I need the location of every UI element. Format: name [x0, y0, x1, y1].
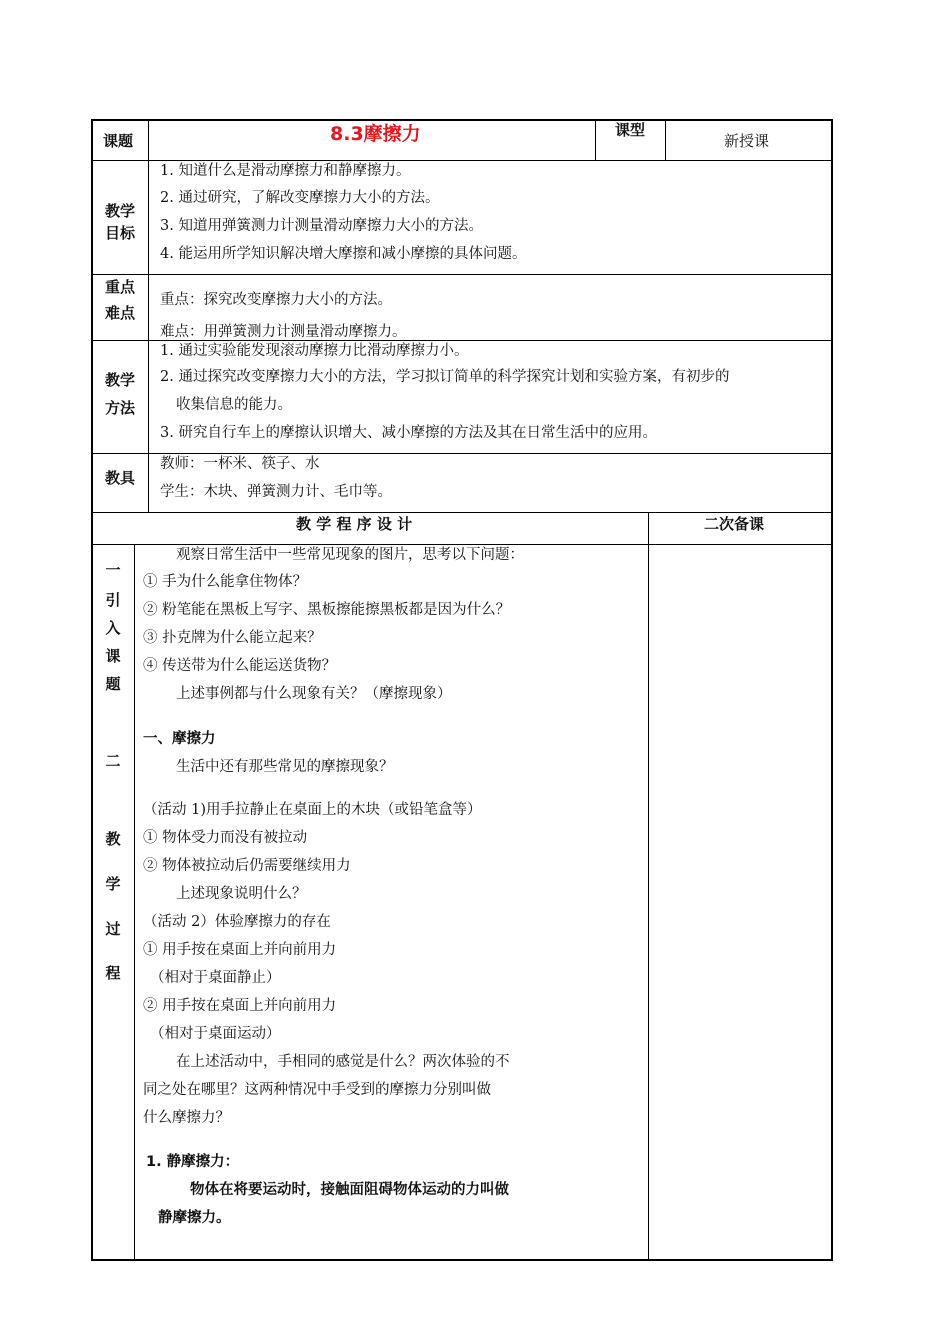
second-prep-heading: 二次备课 [704, 515, 765, 533]
question-item: ① 手为什么能拿住物体？ [143, 574, 308, 590]
side-char: 入 [105, 619, 121, 637]
row-line-2 [91, 274, 833, 275]
key-points-label-line1: 重点 [104, 278, 135, 296]
methods-label-line2: 方法 [104, 399, 135, 417]
section-heading-friction: 一、摩擦力 [143, 731, 216, 747]
activity-2: （活动 2）体验摩擦力的存在 [143, 914, 331, 930]
table-border-top [91, 119, 833, 121]
second-prep-divider [648, 512, 649, 1261]
question-summary: 上述事例都与什么现象有关？（摩擦现象） [176, 686, 452, 702]
static-friction-definition: 静摩擦力。 [158, 1210, 231, 1226]
side-char: 程 [105, 964, 121, 982]
activity-2-note: （相对于桌面运动） [150, 1026, 281, 1042]
topic-label: 课题 [103, 132, 134, 150]
method-item-2-line1: 2. 通过探究改变摩擦力大小的方法，学习拟订简单的科学探究计划和实验方案，有初步的 [160, 369, 730, 385]
header-divider-1 [595, 119, 596, 160]
activity-1-question: 上述现象说明什么？ [176, 886, 307, 902]
key-points-label-line2: 难点 [104, 304, 135, 322]
methods-label [98, 366, 142, 422]
teacher-tools: 教师：一杯米、筷子、水 [160, 456, 320, 472]
key-points-label [98, 274, 142, 326]
design-heading: 教 学 程 序 设 计 [296, 515, 413, 533]
intro-text: 观察日常生活中一些常见现象的图片，思考以下问题： [176, 547, 524, 563]
table-border-bottom [91, 1259, 833, 1261]
activity-2-note: （相对于桌面静止） [150, 970, 281, 986]
side-char: 教 [105, 830, 121, 848]
objectives-label-line2: 目标 [104, 224, 135, 242]
objectives-label-line1: 教学 [104, 202, 135, 220]
activity-2-point: ② 用手按在桌面上并向前用力 [143, 998, 337, 1014]
key-point-text: 重点：探究改变摩擦力大小的方法。 [160, 292, 392, 308]
difficulty-text: 难点：用弹簧测力计测量滑动摩擦力。 [160, 324, 407, 340]
row-line-5 [91, 512, 833, 513]
method-item-1: 1. 通过实验能发现滚动摩擦力比滑动摩擦力小。 [160, 343, 469, 359]
activity-2-point: ① 用手按在桌面上并向前用力 [143, 942, 337, 958]
side-char: 题 [105, 675, 121, 693]
side-char: 一 [105, 561, 121, 579]
lesson-title: 8.3摩擦力 [330, 123, 421, 145]
header-divider-2 [665, 119, 666, 160]
static-friction-definition: 物体在将要运动时，接触面阻碍物体运动的力叫做 [190, 1182, 509, 1198]
discussion-line: 在上述活动中，手相同的感觉是什么？两次体验的不 [176, 1054, 510, 1070]
question-item: ③ 扑克牌为什么能立起来？ [143, 630, 322, 646]
lesson-type-label: 课型 [615, 121, 646, 139]
tools-label: 教具 [104, 469, 135, 487]
activity-1-point: ② 物体被拉动后仍需要继续用力 [143, 858, 351, 874]
discussion-line: 同之处在哪里？这两种情况中手受到的摩擦力分别叫做 [143, 1082, 491, 1098]
lesson-type-value: 新授课 [724, 132, 770, 150]
student-tools: 学生：木块、弹簧测力计、毛巾等。 [160, 484, 392, 500]
side-char: 引 [105, 591, 121, 609]
side-char: 学 [105, 875, 121, 893]
method-item-2-line2: 收集信息的能力。 [176, 397, 292, 413]
discussion-line: 什么摩擦力？ [143, 1110, 230, 1126]
objective-item: 1. 知道什么是滑动摩擦力和静摩擦力。 [160, 163, 411, 179]
question-item: ② 粉笔能在黑板上写字、黑板擦能擦黑板都是因为什么？ [143, 602, 511, 618]
side-char: 二 [105, 752, 121, 770]
objective-item: 3. 知道用弹簧测力计测量滑动摩擦力大小的方法。 [160, 218, 483, 234]
side-char: 过 [105, 920, 121, 938]
question-item: ④ 传送带为什么能运送货物？ [143, 658, 337, 674]
objective-item: 4. 能运用所学知识解决增大摩擦和减小摩擦的具体问题。 [160, 246, 527, 262]
static-friction-title: 1. 静摩擦力： [146, 1154, 240, 1170]
activity-1: （活动 1)用手拉静止在桌面上的木块（或铅笔盒等） [143, 802, 482, 818]
methods-label-line1: 教学 [104, 371, 135, 389]
objective-item: 2. 通过研究，了解改变摩擦力大小的方法。 [160, 190, 440, 206]
method-item-3: 3. 研究自行车上的摩擦认识增大、减小摩擦的方法及其在日常生活中的应用。 [160, 425, 657, 441]
objectives-label [98, 200, 142, 244]
section-question: 生活中还有那些常见的摩擦现象？ [176, 759, 394, 775]
table-border-right [831, 119, 833, 1261]
activity-1-point: ① 物体受力而没有被拉动 [143, 830, 308, 846]
side-char: 课 [105, 647, 121, 665]
